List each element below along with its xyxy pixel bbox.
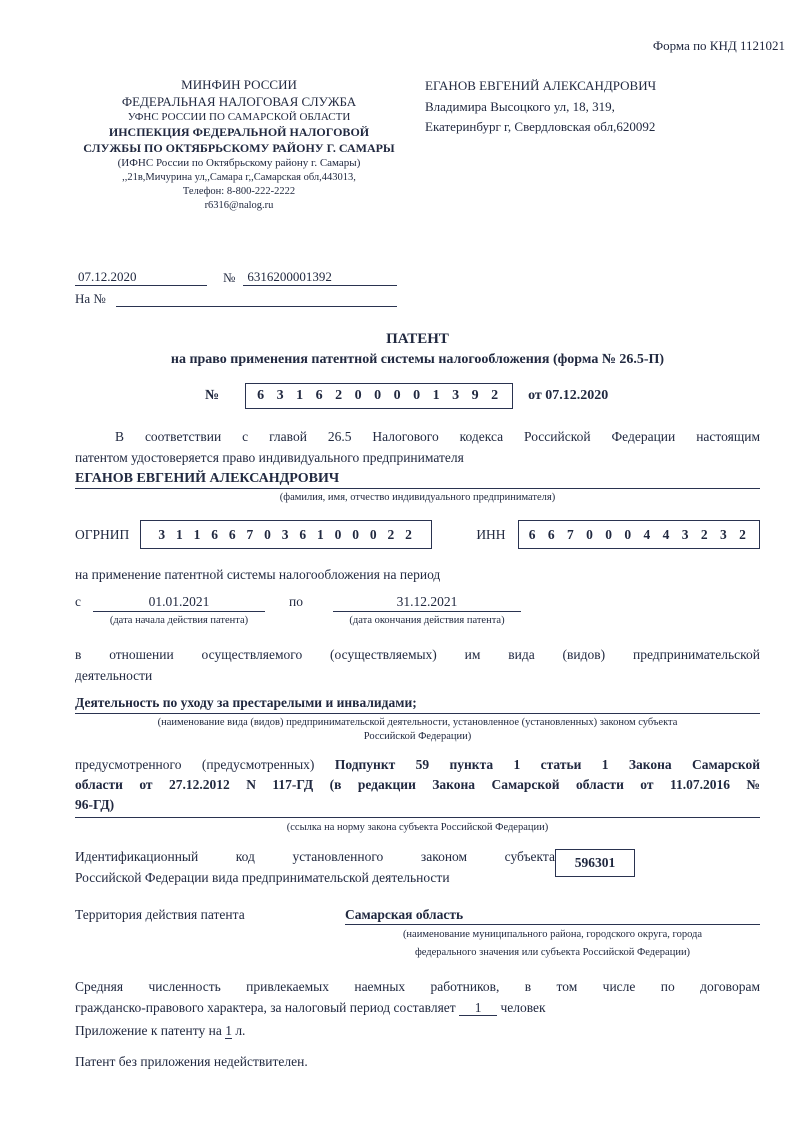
- date-to-value: 31.12.2021: [333, 594, 521, 612]
- territory-value-group: [345, 907, 760, 960]
- activity-intro-line: деятельности: [75, 667, 153, 683]
- law-line: [75, 755, 760, 775]
- intro-line: В соответствии с главой 26.5 Налогового кодекса Российской Федерации настоящим: [115, 428, 760, 444]
- territory-value: Самарская область: [345, 907, 760, 925]
- activity-intro: [75, 645, 760, 687]
- footer-note: Патент без приложения недействителен.: [75, 1054, 308, 1070]
- title-main: ПАТЕНТ: [386, 330, 449, 347]
- inn-value-box: 6 6 7 0 0 0 4 4 3 2 3 2: [518, 520, 760, 549]
- territory-row: [75, 907, 760, 960]
- activity-caption-line: Российской Федерации): [363, 731, 472, 743]
- activity-code-label: [75, 847, 555, 889]
- law-prefix: предусмотренного (предусмотренных): [75, 756, 315, 772]
- outgoing-number: 6316200001392: [243, 269, 397, 286]
- ogrnip-label: ОГРНИП: [75, 526, 130, 542]
- activity-code-label-line: Российской Федерации вида предпринимательской деятельности: [75, 870, 450, 886]
- entrepreneur-name: ЕГАНОВ ЕВГЕНИЙ АЛЕКСАНДРОВИЧ: [75, 471, 760, 489]
- reference-block: [75, 269, 397, 307]
- activity-caption-line: (наименование вида (видов) предпринимательской деятельности, установленное (установленных) законом субъекта: [157, 716, 678, 728]
- sender-line: МИНФИН РОССИИ: [181, 77, 297, 92]
- sender-email: r6316@nalog.ru: [204, 199, 274, 211]
- patent-number-row: [205, 383, 793, 409]
- recipient-name: ЕГАНОВ ЕВГЕНИЙ АЛЕКСАНДРОВИЧ: [425, 78, 657, 93]
- date-to-label: по: [289, 594, 303, 610]
- period-intro: на применение патентной системы налогообложения на период: [75, 567, 441, 583]
- entrepreneur-name-caption: (фамилия, имя, отчество индивидуального предпринимателя): [279, 492, 556, 504]
- date-from-label: с: [75, 594, 81, 610]
- attachment-suffix: л.: [235, 1023, 246, 1039]
- territory-caption-line: (наименование муниципального района, городского округа, города: [402, 929, 703, 941]
- activity-name-caption: [75, 716, 760, 745]
- reference-row-outgoing: [75, 269, 397, 286]
- patent-issue-date: от 07.12.2020: [528, 387, 609, 403]
- territory-label: Территория действия патента: [75, 907, 245, 923]
- attachment-line: [75, 1021, 760, 1042]
- title-subtitle: на право применения патентной системы налогообложения (форма № 26.5-П): [170, 352, 665, 368]
- law-bold-text: Подпункт 59 пункта 1 статьи 1 Закона Самарской: [334, 756, 761, 772]
- reply-to-label: На №: [75, 290, 106, 306]
- activity-code-value-box: 596301: [555, 849, 635, 877]
- reply-number-blank-line: [116, 290, 397, 307]
- activity-intro-line: в отношении осуществляемого (осуществляемых) им вида (видов) предпринимательской: [75, 646, 760, 662]
- law-line: области от 27.12.2012 N 117-ГД (в редакции Закона Самарской области от 11.07.2016 №: [75, 777, 760, 793]
- sender-line: ИНСПЕКЦИЯ ФЕДЕРАЛЬНОЙ НАЛОГОВОЙ: [108, 124, 370, 139]
- law-caption: (ссылка на норму закона субъекта Российской Федерации): [286, 821, 549, 833]
- date-from-value: 01.01.2021: [93, 594, 265, 612]
- employees-paragraph: [75, 977, 760, 1074]
- number-sign: №: [223, 269, 236, 285]
- validity-dates-row: [75, 594, 760, 629]
- date-from-caption: (дата начала действия патента): [109, 615, 249, 627]
- sender-address-line: ,,21в,Мичурина ул,,Самара г,,Самарская обл,443013,: [122, 172, 356, 183]
- attachment-prefix: Приложение к патенту на: [75, 1023, 222, 1039]
- recipient-address-line: Владимира Высоцкого ул, 18, 319,: [425, 99, 615, 115]
- intro-line: патентом удостоверяется право индивидуального предпринимателя: [75, 449, 464, 465]
- attachment-pages: 1: [225, 1023, 232, 1039]
- registration-ids-row: [75, 520, 760, 549]
- sender-line: УФНС РОССИИ ПО САМАРСКОЙ ОБЛАСТИ: [127, 111, 351, 124]
- law-line: 96-ГД): [75, 795, 760, 817]
- document-title: [75, 329, 760, 371]
- territory-caption-line: федерального значения или субъекта Российской Федерации): [414, 946, 691, 958]
- employees-count: 1: [459, 1000, 497, 1017]
- sender-line: (ИФНС России по Октябрьскому району г. Самары): [117, 157, 361, 170]
- form-code-label: Форма по КНД 1121021: [652, 38, 785, 53]
- outgoing-date: 07.12.2020: [75, 269, 207, 286]
- sender-line: ФЕДЕРАЛЬНАЯ НАЛОГОВАЯ СЛУЖБА: [121, 94, 357, 110]
- employees-line: Средняя численность привлекаемых наемных работников, в том числе по договорам: [75, 978, 760, 994]
- intro-paragraph: [75, 427, 760, 469]
- patent-number-sign: №: [205, 387, 220, 403]
- recipient-block: [425, 76, 656, 213]
- activity-code-row: [75, 847, 760, 889]
- patent-number-box: 6 3 1 6 2 0 0 0 0 1 3 9 2: [245, 383, 513, 409]
- date-from-group: [93, 594, 265, 629]
- employees-line2-prefix: гражданско-правового характера, за налоговый период составляет: [75, 999, 456, 1015]
- activity-name: Деятельность по уходу за престарелыми и инвалидами;: [75, 695, 760, 714]
- employees-line: [75, 998, 760, 1019]
- ogrnip-value-box: 3 1 1 6 6 7 0 3 6 1 0 0 0 2 2: [140, 520, 432, 549]
- inn-label: ИНН: [476, 526, 506, 542]
- law-reference-paragraph: [75, 755, 760, 818]
- date-to-caption: (дата окончания действия патента): [349, 615, 505, 627]
- sender-authority-block: [53, 76, 425, 213]
- recipient-address-line: Екатеринбург г, Свердловская обл,620092: [425, 119, 656, 135]
- letterhead: [0, 76, 793, 213]
- sender-phone: Телефон: 8-800-222-2222: [182, 185, 296, 197]
- employees-line2-suffix: человек: [500, 999, 546, 1015]
- activity-code-label-line: Идентификационный код установленного законом субъекта: [75, 849, 555, 865]
- date-to-group: [333, 594, 521, 629]
- reference-row-reply: [75, 290, 397, 307]
- sender-line: СЛУЖБЫ ПО ОКТЯБРЬСКОМУ РАЙОНУ Г. САМАРЫ: [83, 140, 395, 155]
